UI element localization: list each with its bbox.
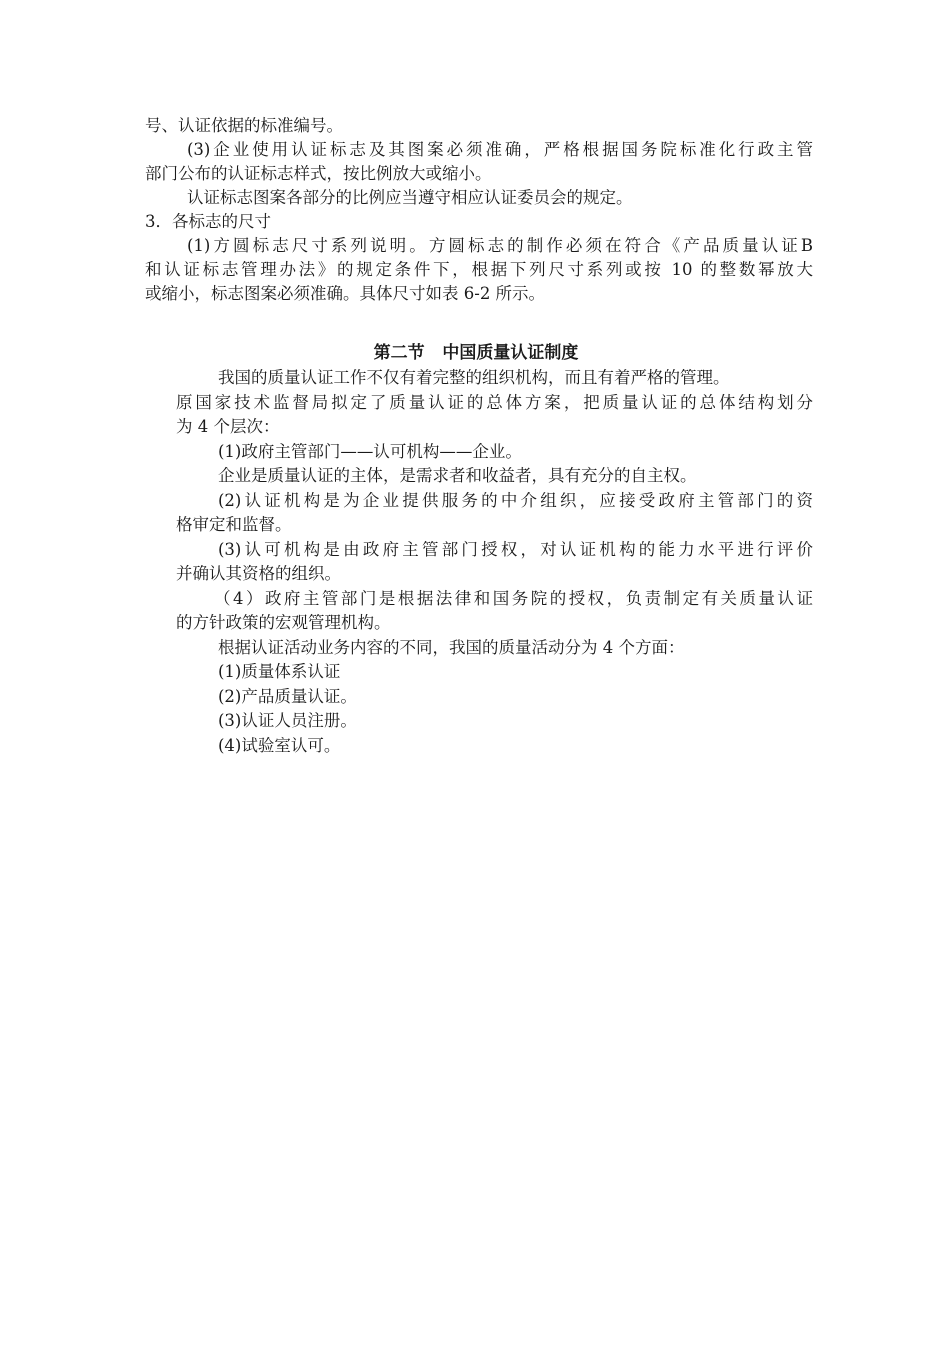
paragraph-line: (3)企业使用认证标志及其图案必须准确，严格根据国务院标准化行政主管 — [187, 140, 813, 159]
paragraph-line: 格审定和监督。 — [176, 515, 292, 534]
paragraph-line: 为 4 个层次： — [176, 417, 280, 436]
paragraph-line: 的方针政策的宏观管理机构。 — [176, 613, 391, 632]
paragraph-line: 根据认证活动业务内容的不同，我国的质量活动分为 4 个方面： — [218, 637, 685, 657]
section-heading — [0, 341, 952, 365]
paragraph-line: (1)方圆标志尺寸系列说明。方圆标志的制作必须在符合《产品质量认证B — [187, 236, 813, 255]
section-1-text — [145, 114, 813, 306]
list-item: (4)试验室认可。 — [218, 735, 341, 755]
list-item: (1)政府主管部门——认可机构——企业。 — [218, 441, 522, 461]
list-item: （4）政府主管部门是根据法律和国务院的授权，负责制定有关质量认证 — [214, 588, 813, 608]
paragraph-line: 原国家技术监督局拟定了质量认证的总体方案，把质量认证的总体结构划分 — [176, 392, 813, 412]
list-item: (3)认可机构是由政府主管部门授权，对认证机构的能力水平进行评价 — [218, 539, 813, 559]
paragraph-line: 企业是质量认证的主体，是需求者和收益者，具有充分的自主权。 — [218, 466, 697, 485]
paragraph-line: 或缩小，标志图案必须准确。具体尺寸如表 6-2 所示。 — [145, 284, 546, 303]
list-heading: 3．各标志的尺寸 — [145, 212, 271, 231]
section-2-text — [176, 366, 813, 758]
list-item: (2)认证机构是为企业提供服务的中介组织，应接受政府主管部门的资 — [218, 490, 813, 510]
list-item: (3)认证人员注册。 — [218, 711, 357, 730]
section-number: 第二节 — [373, 343, 425, 363]
paragraph-line: 我国的质量认证工作不仅有着完整的组织机构，而且有着严格的管理。 — [218, 368, 730, 387]
paragraph-line: 并确认其资格的组织。 — [176, 564, 341, 583]
section-title: 中国质量认证制度 — [442, 343, 579, 363]
list-item: (2)产品质量认证。 — [218, 686, 357, 706]
list-item: (1)质量体系认证 — [218, 662, 341, 681]
paragraph-line: 和认证标志管理办法》的规定条件下，根据下列尺寸系列或按 10 的整数幂放大 — [145, 260, 813, 279]
paragraph-line: 认证标志图案各部分的比例应当遵守相应认证委员会的规定。 — [187, 188, 633, 207]
paragraph-line: 部门公布的认证标志样式，按比例放大或缩小。 — [145, 164, 492, 183]
paragraph-line: 号、认证依据的标准编号。 — [145, 116, 343, 135]
